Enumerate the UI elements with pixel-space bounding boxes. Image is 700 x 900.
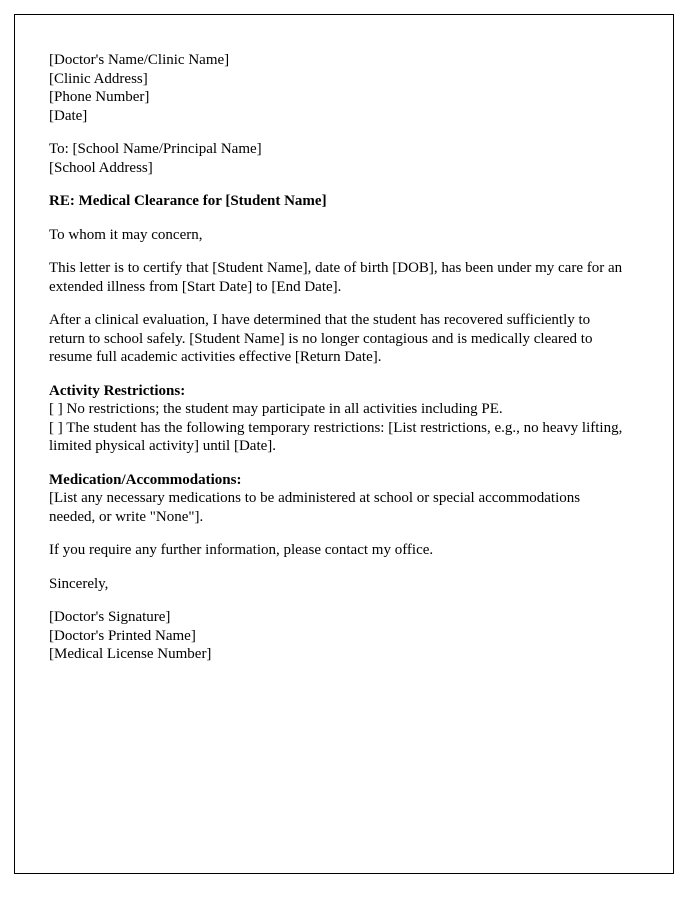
contact-line: If you require any further information, please contact my office.	[49, 542, 434, 558]
activity-restrictions-heading: Activity Restrictions:	[49, 382, 186, 399]
medication-body: [List any necessary medications to be administered at school or special accommodations needed, or write "None"].	[49, 490, 581, 525]
sender-address-line: [Clinic Address]	[49, 70, 148, 87]
subject-line: RE: Medical Clearance for [Student Name]	[49, 193, 327, 209]
medication-heading: Medication/Accommodations:	[49, 471, 242, 488]
signature-block	[49, 608, 629, 664]
doctor-printed-name-line: [Doctor's Printed Name]	[49, 627, 196, 644]
paragraph-evaluation: After a clinical evaluation, I have determined that the student has recovered sufficiently to return to school safely. [Student Name] is no longer contagious and is medically cleared to resume full academic activities effective [Return Date].	[49, 312, 593, 365]
medical-license-line: [Medical License Number]	[49, 646, 212, 662]
restriction-option-none: [ ] No restrictions; the student may participate in all activities including PE.	[49, 401, 503, 417]
paragraph-certify: This letter is to certify that [Student Name], date of birth [DOB], has been under my care for an extended illness from [Start Date] to [End Date].	[49, 260, 623, 295]
recipient-address-line: [School Address]	[49, 159, 153, 176]
activity-restrictions-section	[49, 382, 629, 456]
doctor-signature-line: [Doctor's Signature]	[49, 609, 171, 625]
restriction-option-temporary: [ ] The student has the following temporary restrictions: [List restrictions, e.g., no heavy lifting, limited physical activity] until [Date].	[49, 419, 623, 454]
medication-section	[49, 471, 629, 527]
recipient-name-line: To: [School Name/Principal Name]	[49, 141, 262, 157]
recipient-block	[49, 140, 629, 177]
letter-date-line: [Date]	[49, 107, 88, 124]
salutation: To whom it may concern,	[49, 226, 203, 243]
sender-name-line: [Doctor's Name/Clinic Name]	[49, 52, 230, 68]
letter-page	[14, 14, 674, 874]
sign-off: Sincerely,	[49, 575, 109, 592]
sender-phone-line: [Phone Number]	[49, 89, 150, 105]
sender-block	[49, 51, 629, 125]
